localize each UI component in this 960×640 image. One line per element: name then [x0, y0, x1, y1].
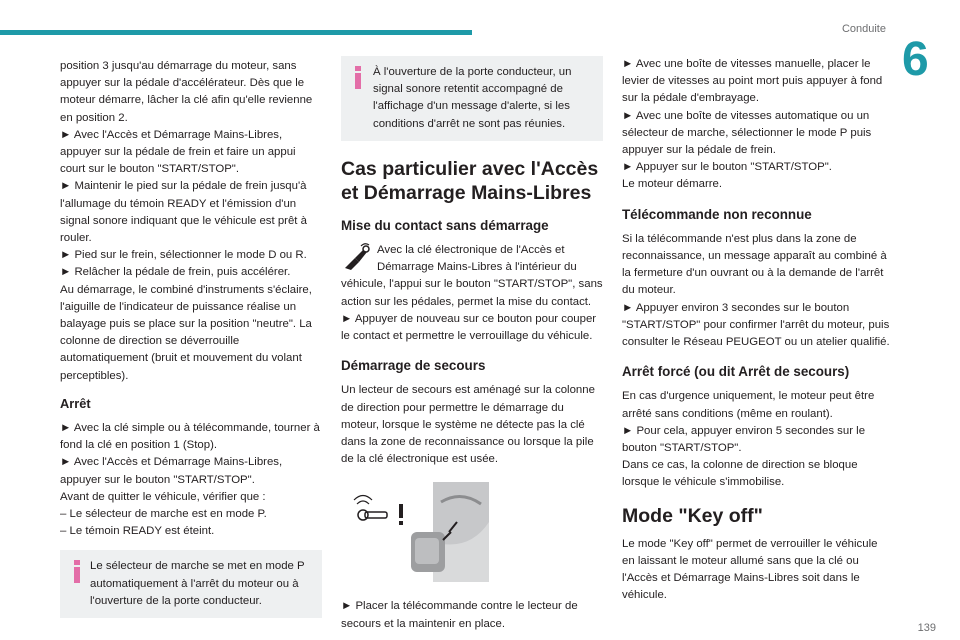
- emergency-reader-illustration: [341, 482, 603, 588]
- heading-arret: Arrêt: [60, 395, 91, 411]
- column-2: [341, 56, 603, 633]
- paragraph: Un lecteur de secours est aménagé sur la colonne de direction pour permettre le démarrage du moteur, lorsque le système ne détecte pas la clé dans la zone de reconnaissance ou lorsque la pile de la clé électronique est usée.: [341, 384, 595, 466]
- dash-item: – Le sélecteur de marche est en mode P.: [60, 506, 322, 523]
- page-number: 139: [917, 622, 936, 634]
- heading-mise-contact: Mise du contact sans démarrage: [341, 217, 549, 233]
- paragraph: Dans ce cas, la colonne de direction se bloque lorsque le véhicule s'immobilise.: [622, 459, 858, 489]
- paragraph-with-icon: [341, 242, 603, 311]
- section-title: Mode "Key off": [622, 504, 763, 527]
- paragraph: Avant de quitter le véhicule, vérifier que :: [60, 490, 266, 503]
- paragraph: En cas d'urgence uniquement, le moteur peut être arrêté sans conditions (même en roulant).: [622, 390, 875, 420]
- paragraph: Avec la clé électronique de l'Accès et Démarrage Mains-Libres à l'intérieur du véhicule, l'appui sur le bouton "START/STOP", sans action sur les pédales, permet la mise du contact.: [341, 244, 603, 308]
- step-item: ► Avec l'Accès et Démarrage Mains-Libres, appuyer sur le bouton "START/STOP".: [60, 454, 322, 488]
- key-signal-icon: [341, 482, 603, 588]
- step-item: ► Appuyer environ 3 secondes sur le bouton "START/STOP" pour confirmer l'arrêt du moteur, puis consulter le Réseau PEUGEOT ou un atelier qualifié.: [622, 300, 890, 352]
- step-item: ► Avec une boîte de vitesses manuelle, placer le levier de vitesses au point mort puis appuyer à fond sur la pédale d'embrayage.: [622, 56, 890, 108]
- info-text: Le sélecteur de marche se met en mode P automatiquement à l'arrêt du moteur ou à l'ouverture de la porte conducteur.: [90, 560, 305, 607]
- hand-key-icon: [341, 242, 373, 274]
- info-box: [60, 550, 322, 618]
- step-item: ► Appuyer de nouveau sur ce bouton pour couper le contact et permettre le verrouillage du véhicule.: [341, 311, 603, 345]
- steering-column-photo: [411, 482, 489, 582]
- heading-demarrage-secours: Démarrage de secours: [341, 358, 486, 374]
- chapter-title: Conduite: [841, 23, 886, 35]
- dash-item: – Le témoin READY est éteint.: [60, 523, 322, 540]
- info-box: [341, 56, 603, 141]
- heading-arret-force: Arrêt forcé (ou dit Arrêt de secours): [622, 364, 850, 380]
- step-item: ► Avec la clé simple ou à télécommande, tourner à fond la clé en position 1 (Stop).: [60, 420, 322, 454]
- column-1: [60, 58, 322, 628]
- column-3: [622, 56, 890, 604]
- step-item: ► Avec une boîte de vitesses automatique ou un sélecteur de marche, sélectionner le mode P puis appuyer sur la pédale de frein.: [622, 108, 890, 160]
- info-icon: [349, 66, 367, 90]
- paragraph: Le moteur démarre.: [622, 178, 723, 191]
- chapter-number: 6: [902, 33, 929, 86]
- paragraph: Au démarrage, le combiné d'instruments s'éclaire, l'aiguille de l'indicateur de puissance réalise un balayage puis se place sur la position "neutre". La colonne de direction se déverrouille automatiquement (bruit et mouvement du volant perceptibles).: [60, 283, 312, 382]
- info-icon: [68, 560, 86, 584]
- paragraph: Le mode "Key off" permet de verrouiller le véhicule en laissant le moteur allumé sans que la clé ou l'Accès et Démarrage Mains-Libres soit dans le véhicule.: [622, 537, 878, 602]
- step-item: ► Avec l'Accès et Démarrage Mains-Libres, appuyer sur la pédale de frein et faire un appui court sur le bouton "START/STOP".: [60, 127, 322, 179]
- step-item: ► Maintenir le pied sur la pédale de frein jusqu'à l'allumage du témoin READY et l'émission d'un signal sonore indiquant que le véhicule est prêt à rouler.: [60, 178, 322, 247]
- step-item: ► Pour cela, appuyer environ 5 secondes sur le bouton "START/STOP".: [622, 423, 890, 457]
- header-accent-bar: [0, 30, 472, 35]
- section-title: Cas particulier avec l'Accès et Démarrage Mains-Libres: [341, 157, 599, 204]
- step-item: ► Placer la télécommande contre le lecteur de secours et la maintenir en place.: [341, 598, 603, 632]
- step-item: ► Relâcher la pédale de frein, puis accélérer.: [60, 264, 322, 281]
- heading-telecommande: Télécommande non reconnue: [622, 206, 812, 222]
- paragraph: Si la télécommande n'est plus dans la zone de reconnaissance, un message apparaît au combiné à la fermeture d'un ouvrant ou à la demande de l'arrêt du moteur.: [622, 232, 887, 297]
- step-item: ► Pied sur le frein, sélectionner le mode D ou R.: [60, 247, 322, 264]
- info-text: À l'ouverture de la porte conducteur, un signal sonore retentit accompagné de l'affichage d'un message d'alerte, si les conditions d'arrêt ne sont pas réunies.: [373, 66, 572, 130]
- step-item: ► Appuyer sur le bouton "START/STOP".: [622, 159, 890, 176]
- paragraph: position 3 jusqu'au démarrage du moteur, sans appuyer sur la pédale d'accélérateur. Dès que le moteur démarre, lâcher la clé afin qu'elle revienne en position 2.: [60, 60, 313, 124]
